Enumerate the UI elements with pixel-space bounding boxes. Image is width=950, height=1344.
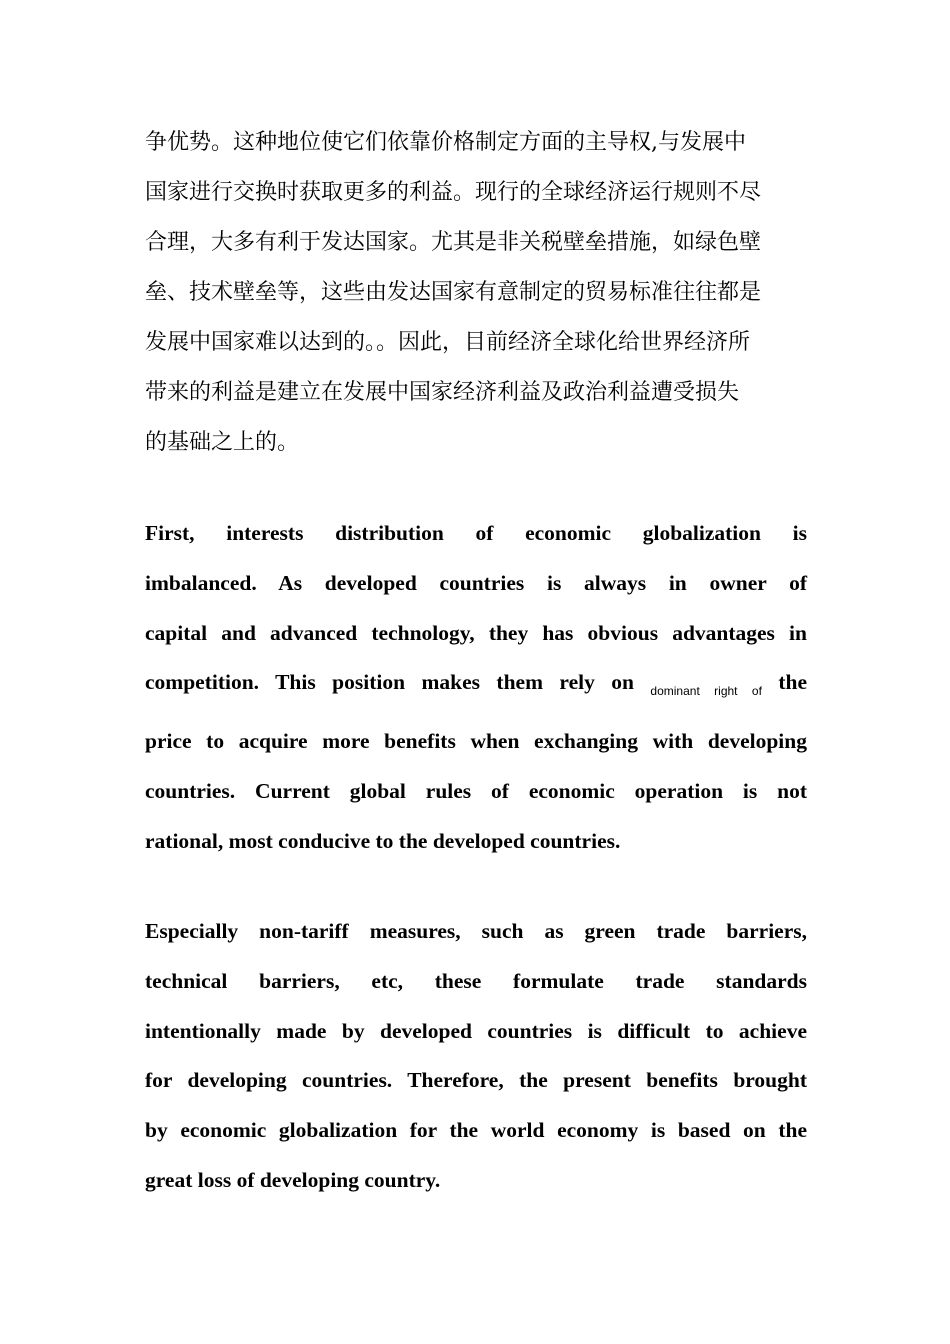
- line-text-before: competition. This position makes them rely on: [145, 670, 634, 695]
- text-line: capital and advanced technology, they has obvious advantages in: [145, 620, 807, 645]
- text-line: 合理，大多有利于发达国家。尤其是非关税壁垒措施，如绿色壁: [145, 230, 762, 255]
- text-line: First, interests distribution of economic globalization is: [145, 521, 807, 545]
- text-line: by economic globalization for the world economy is based on the: [145, 1118, 807, 1143]
- chinese-paragraph: [145, 118, 807, 468]
- text-line: 带来的利益是建立在发展中国家经济利益及政治利益遭受损失: [145, 380, 740, 405]
- text-line: for developing countries. Therefore, the present benefits brought: [145, 1068, 807, 1093]
- text-line: rational, most conducive to the developed countries.: [145, 828, 621, 853]
- text-line: 国家进行交换时获取更多的利益。现行的全球经济运行规则不尽: [145, 180, 762, 205]
- text-line: price to acquire more benefits when exchanging with developing: [145, 729, 807, 754]
- text-line: 发展中国家难以达到的。。因此，目前经济全球化给世界经济所: [145, 330, 751, 355]
- text-line: great loss of developing country.: [145, 1167, 441, 1192]
- text-line: countries. Current global rules of economic operation is not: [145, 778, 807, 803]
- text-line: technical barriers, etc, these formulate trade standards: [145, 968, 807, 993]
- english-paragraph-1: [145, 509, 807, 867]
- inline-small-text: dominant right of: [650, 684, 762, 699]
- text-line: intentionally made by developed countries is difficult to achieve: [145, 1018, 807, 1043]
- text-line: 的基础之上的。: [145, 430, 300, 455]
- text-line: imbalanced. As developed countries is always in owner of: [145, 570, 807, 595]
- text-line: Especially non-tariff measures, such as green trade barriers,: [145, 919, 807, 943]
- line-text-after: the: [778, 670, 808, 695]
- text-line: 争优势。这种地位使它们依靠价格制定方面的主导权,与发展中: [145, 130, 746, 155]
- text-line-mixed: [145, 658, 807, 717]
- text-line: 垒、技术壁垒等，这些由发达国家有意制定的贸易标准往往都是: [145, 280, 762, 305]
- english-paragraph-2: [145, 907, 807, 1206]
